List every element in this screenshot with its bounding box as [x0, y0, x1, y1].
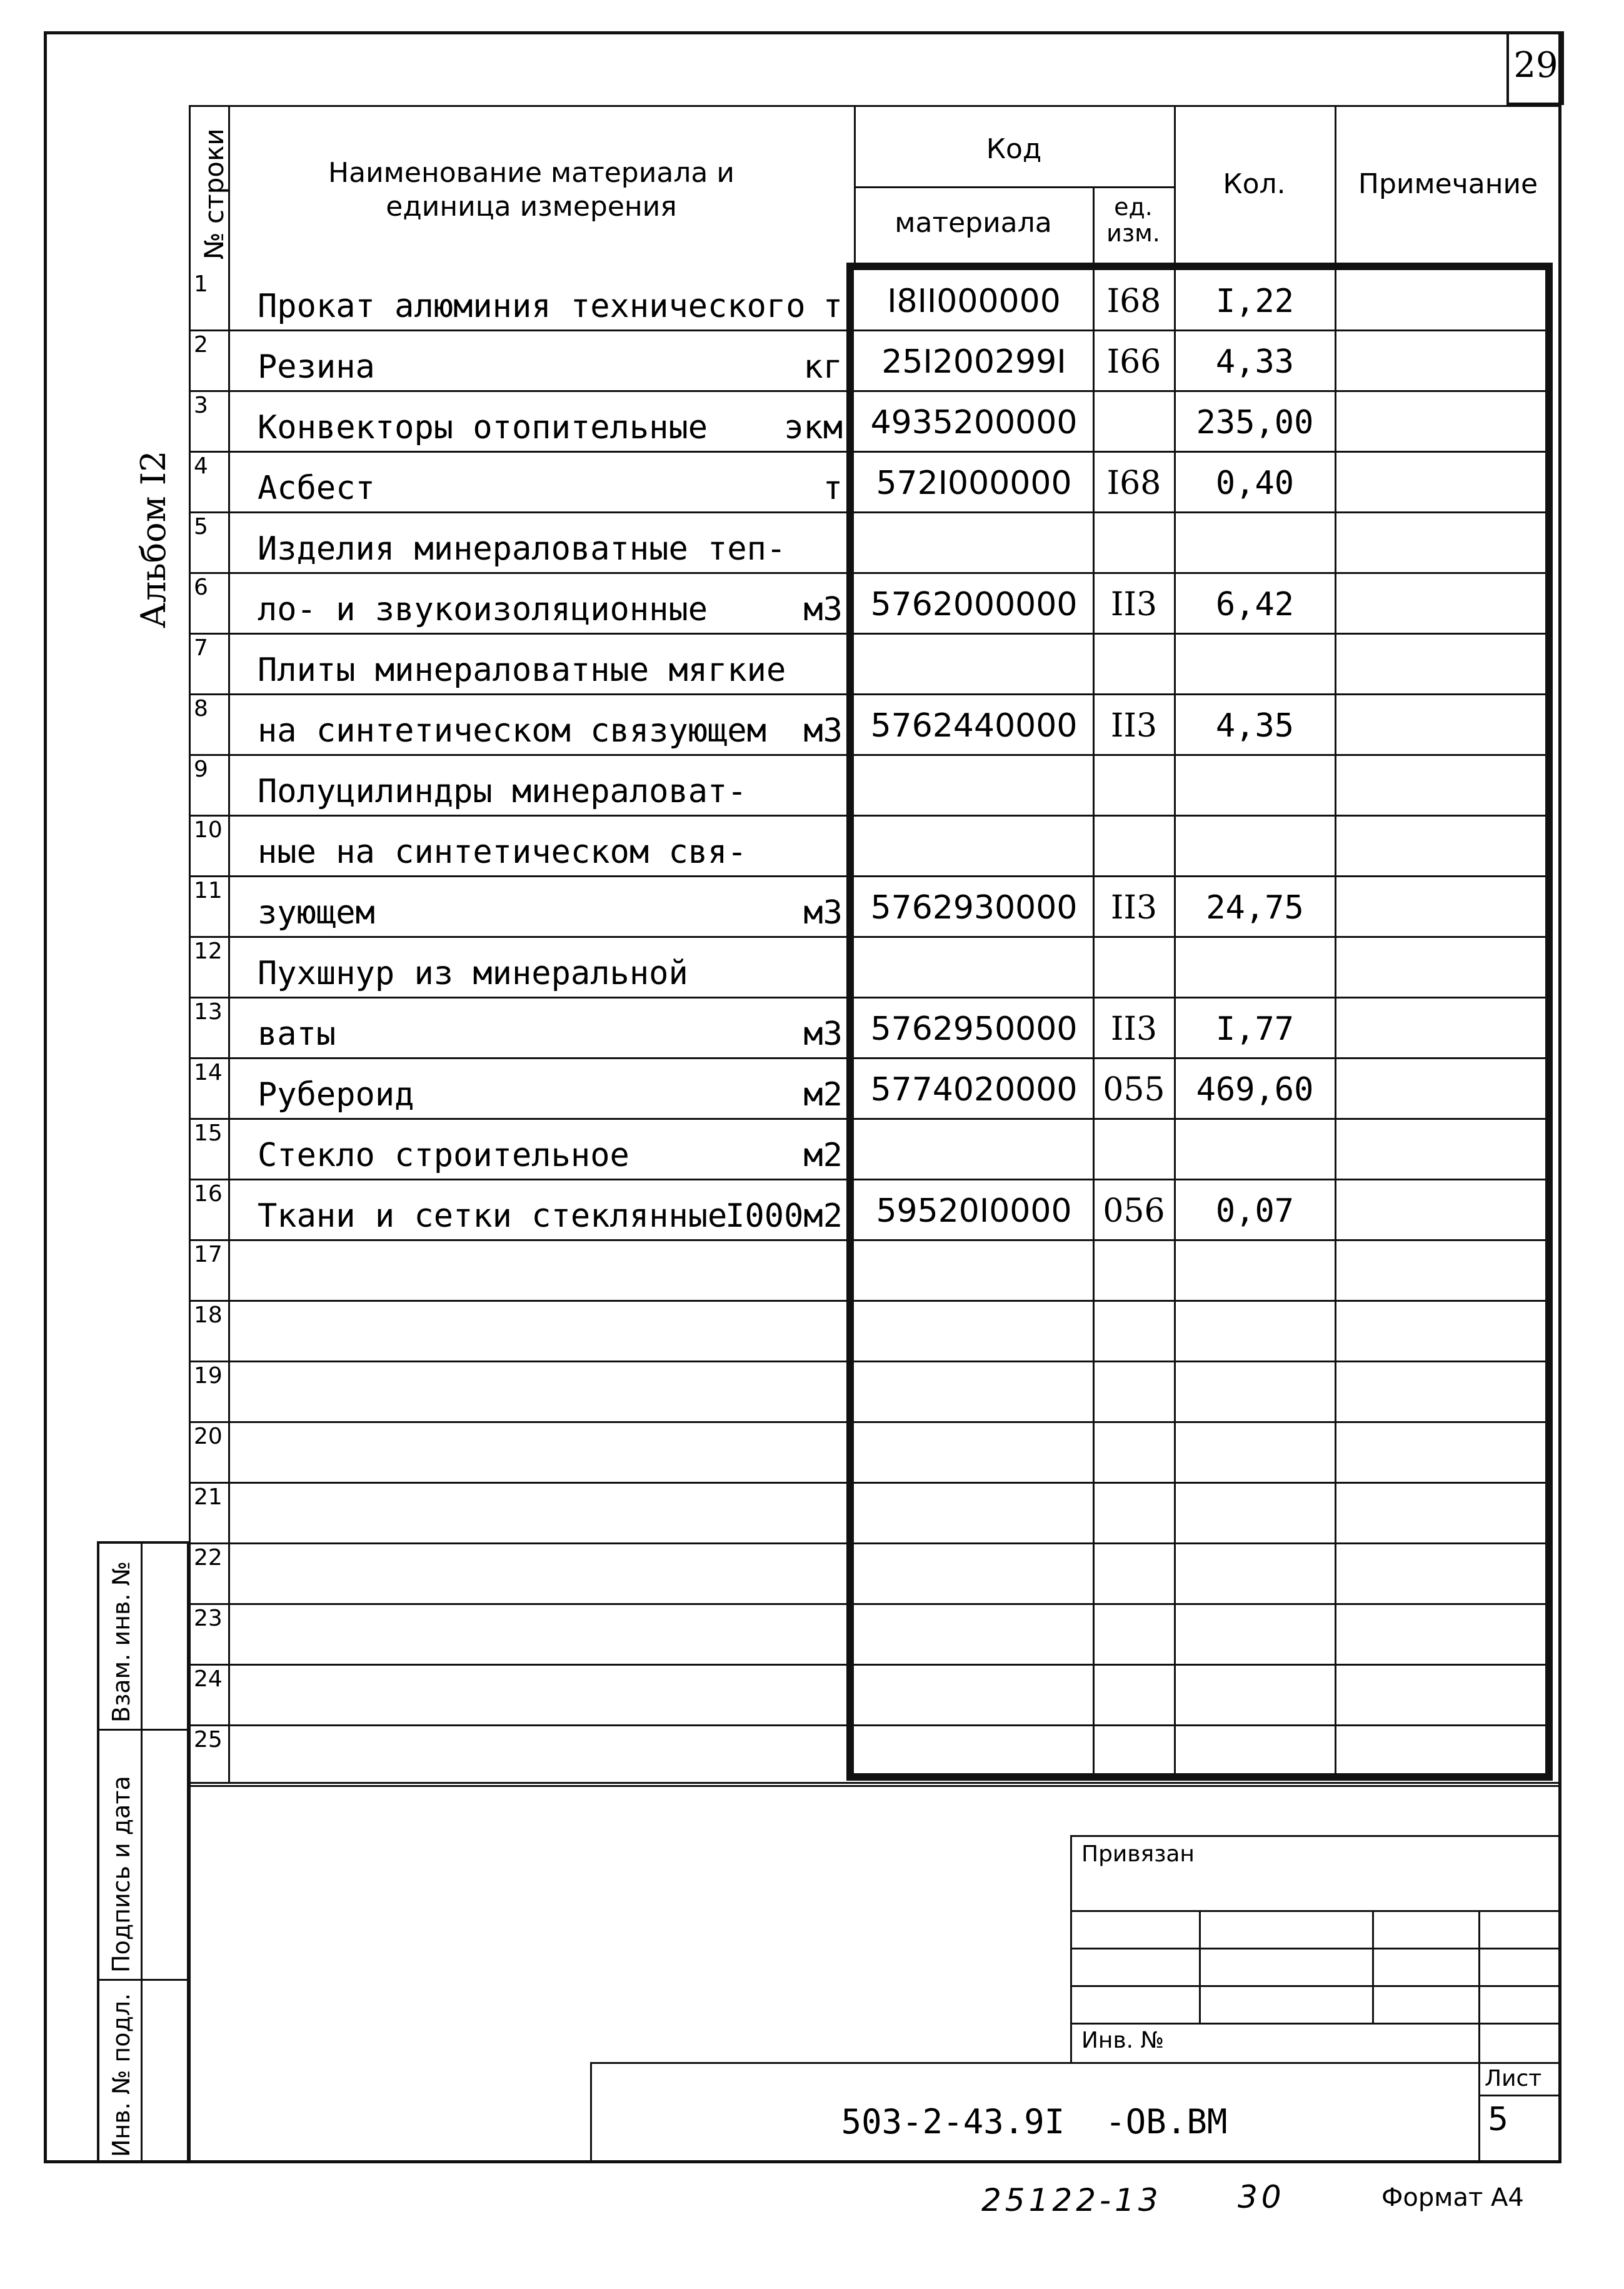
- row-line: [189, 1482, 1553, 1484]
- row-number: 20: [194, 1424, 223, 1449]
- sheet-box-mid: [1478, 2095, 1561, 2096]
- row-number: 4: [194, 453, 208, 479]
- row-unit: т: [823, 470, 843, 507]
- row-number: 21: [194, 1484, 223, 1510]
- row-unit: м3: [803, 712, 843, 750]
- row-name: ло- и звукоизоляционные: [258, 591, 708, 628]
- row-unit-code: II3: [1110, 889, 1158, 927]
- row-number: 3: [194, 393, 208, 418]
- rownum-col-border: [228, 105, 230, 1784]
- row-number: 18: [194, 1302, 223, 1328]
- thick-top: [846, 263, 1553, 270]
- row-number: 2: [194, 332, 208, 358]
- album-label: Альбом I2: [134, 450, 173, 628]
- row-name: Изделия минераловатные теп-: [258, 530, 786, 568]
- stamp-grid-v1: [1199, 1910, 1201, 2023]
- row-qty: 235,00: [1196, 404, 1314, 441]
- sheet-number: 5: [1488, 2101, 1509, 2138]
- row-line: [189, 572, 1553, 574]
- row-line: [189, 997, 1553, 999]
- row-qty: 469,60: [1196, 1071, 1314, 1109]
- inv-no-label: Инв. №: [1081, 2028, 1165, 2053]
- row-number: 14: [194, 1060, 223, 1085]
- header-code-unit: ед. изм.: [1106, 193, 1160, 247]
- row-unit-code: II3: [1110, 707, 1158, 745]
- label-vzam: Взам. инв. №: [108, 1561, 135, 1723]
- row-number: 15: [194, 1120, 223, 1146]
- side-box-line-2: [97, 1979, 189, 1981]
- row-unit: м3: [803, 1015, 843, 1053]
- row-line: [189, 815, 1553, 817]
- row-line: [189, 1239, 1553, 1241]
- row-qty: 24,75: [1206, 889, 1304, 927]
- row-code: 5774020000: [870, 1071, 1078, 1109]
- row-unit: м3: [803, 591, 843, 628]
- header-code-material: материала: [895, 207, 1052, 239]
- header-top-line: [189, 105, 1561, 107]
- label-podpis: Подпись и дата: [108, 1776, 135, 1973]
- row-code: I8II000000: [887, 283, 1061, 320]
- row-line: [189, 451, 1553, 453]
- row-name: ные на синтетическом свя-: [258, 833, 747, 871]
- header-row-no: № строки: [199, 128, 229, 259]
- row-code: 5762440000: [870, 707, 1078, 745]
- row-line: [189, 1361, 1553, 1362]
- row-number: 6: [194, 575, 208, 600]
- row-unit-code: I68: [1106, 283, 1161, 320]
- row-name: Прокат алюминия технического: [258, 288, 806, 325]
- row-name: ваты: [258, 1015, 336, 1053]
- row-unit-code: I66: [1106, 343, 1161, 381]
- privyazan-left: [1070, 1835, 1072, 2064]
- row-name: Стекло строительное: [258, 1137, 629, 1174]
- row-line: [189, 693, 1553, 695]
- row-name: Резина: [258, 348, 375, 386]
- stamp-grid-1: [1070, 1910, 1561, 1912]
- sheet-box-left: [1478, 2062, 1480, 2163]
- row-unit: м3: [803, 894, 843, 932]
- row-number: 19: [194, 1363, 223, 1389]
- stamp-grid-v2: [1372, 1910, 1374, 2023]
- row-line: [189, 330, 1553, 331]
- row-line: [189, 1664, 1553, 1666]
- row-line: [189, 875, 1553, 877]
- label-inv-podl: Инв. № подл.: [108, 1993, 135, 2157]
- row-qty: 0,07: [1215, 1192, 1295, 1230]
- order-number: 25122-13: [981, 2182, 1162, 2218]
- side-box-divider: [141, 1541, 143, 2163]
- doc-code: 503-2-43.9I -ОВ.ВМ: [841, 2102, 1228, 2141]
- row-code: 4935200000: [870, 404, 1078, 441]
- row-code: 5762950000: [870, 1010, 1078, 1048]
- row-qty: 4,35: [1215, 707, 1295, 745]
- row-number: 25: [194, 1727, 223, 1753]
- row-unit-code: 055: [1103, 1071, 1165, 1109]
- row-code: 59520I0000: [876, 1192, 1072, 1230]
- row-number: 9: [194, 757, 208, 782]
- row-line: [189, 936, 1553, 938]
- row-name: Пухшнур из минеральной: [258, 955, 688, 992]
- row-name: Асбест: [258, 470, 375, 507]
- row-unit: кг: [803, 348, 843, 386]
- row-line: [189, 1603, 1553, 1605]
- row-number: 11: [194, 878, 223, 903]
- row-line: [189, 1118, 1553, 1120]
- stamp-grid-v3: [1478, 1910, 1480, 2064]
- stamp-grid-3: [1070, 1985, 1561, 1987]
- row-line: [189, 511, 1553, 513]
- header-code: Код: [986, 133, 1042, 165]
- row-number: 10: [194, 817, 223, 843]
- row-qty: 6,42: [1215, 586, 1295, 623]
- doc-box-top: [590, 2062, 1561, 2064]
- row-line: [189, 1300, 1553, 1302]
- row-qty: I,22: [1215, 283, 1295, 320]
- row-unit-code: II3: [1110, 1010, 1158, 1048]
- row-line: [189, 1785, 1561, 1787]
- row-code: 25I200299I: [881, 343, 1066, 381]
- row-line: [189, 1179, 1553, 1180]
- row-line: [189, 1421, 1553, 1423]
- code-col-left: [854, 105, 856, 264]
- stamp-grid-2: [1070, 1948, 1561, 1949]
- code-sub-line: [854, 186, 1174, 188]
- copy-number: 30: [1238, 2179, 1285, 2215]
- thick-left: [846, 263, 854, 1781]
- row-unit: экм: [784, 409, 843, 446]
- row-line: [189, 1542, 1553, 1544]
- row-name: Полуцилиндры минераловат-: [258, 773, 747, 810]
- row-number: 8: [194, 696, 208, 722]
- row-name: на синтетическом связующем: [258, 712, 766, 750]
- row-code: 5762930000: [870, 889, 1078, 927]
- row-unit-code: II3: [1110, 586, 1158, 623]
- unit-col-left: [1093, 186, 1095, 264]
- privyazan-top: [1070, 1835, 1561, 1837]
- row-line: [189, 1724, 1553, 1726]
- row-line: [189, 633, 1553, 635]
- row-line: [189, 754, 1553, 756]
- row-unit: т: [823, 288, 843, 325]
- row-unit: м2: [803, 1137, 843, 1174]
- row-number: 7: [194, 635, 208, 661]
- row-code: 572I000000: [876, 465, 1072, 502]
- row-name: Конвекторы отопительные: [258, 409, 708, 446]
- row-number: 12: [194, 938, 223, 964]
- row-line: [189, 1057, 1553, 1059]
- row-line: [189, 390, 1553, 392]
- row-name: Рубероид: [258, 1076, 414, 1114]
- row-number: 24: [194, 1666, 223, 1692]
- thick-right: [1545, 263, 1553, 1781]
- row-unit-code: 056: [1103, 1192, 1165, 1230]
- row-unit: м2: [803, 1076, 843, 1114]
- header-note: Примечание: [1358, 168, 1538, 200]
- row-name: Ткани и сетки стеклянные: [258, 1197, 728, 1235]
- row-number: 17: [194, 1242, 223, 1267]
- row-code: 5762000000: [870, 586, 1078, 623]
- note-col-line: [1335, 269, 1336, 1774]
- row-number: 5: [194, 514, 208, 540]
- row-unit-code: I68: [1106, 465, 1161, 502]
- row-number: 1: [194, 271, 208, 297]
- row-number: 16: [194, 1181, 223, 1207]
- row-qty: I,77: [1215, 1010, 1295, 1048]
- sheet-label: Лист: [1485, 2066, 1542, 2091]
- row-name: Плиты минераловатные мягкие: [258, 651, 786, 689]
- stamp-grid-4: [1070, 2023, 1561, 2025]
- row-number: 13: [194, 999, 223, 1025]
- side-box-line-1: [97, 1729, 189, 1731]
- header-name: Наименование материала и единица измерения: [328, 157, 734, 223]
- header-qty: Кол.: [1223, 168, 1286, 200]
- thick-bottom: [846, 1773, 1553, 1781]
- row-number: 23: [194, 1606, 223, 1631]
- page-number: 29: [1513, 45, 1558, 86]
- table-bottom-line: [189, 1782, 1561, 1784]
- row-qty: 4,33: [1215, 343, 1295, 381]
- row-qty: 0,40: [1215, 465, 1295, 502]
- privyazan-label: Привязан: [1081, 1841, 1195, 1867]
- row-number: 22: [194, 1545, 223, 1571]
- row-name: зующем: [258, 894, 375, 932]
- format-label: Формат А4: [1381, 2183, 1524, 2212]
- row-unit: I000м2: [725, 1197, 843, 1235]
